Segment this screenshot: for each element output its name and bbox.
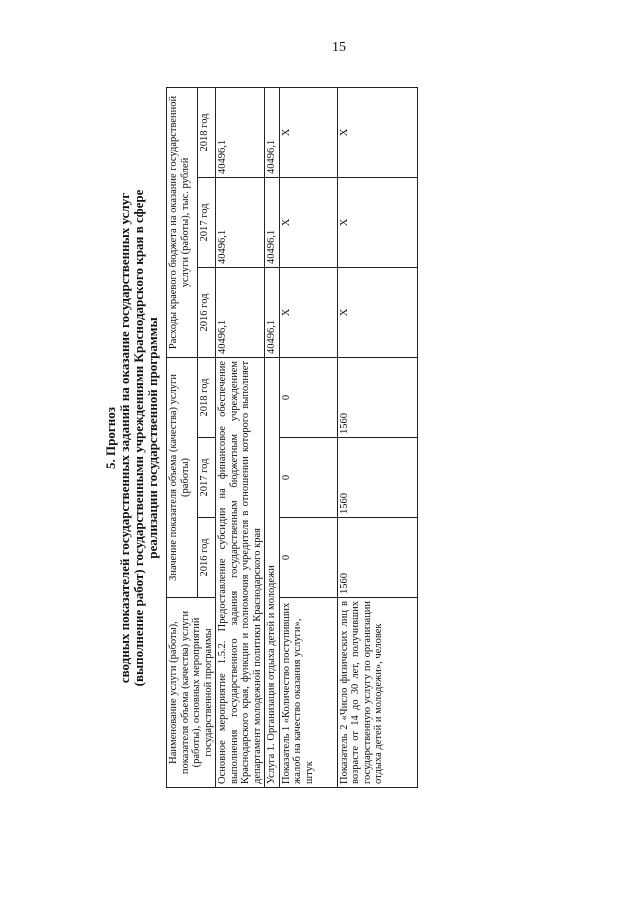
indicator-value: 1560 <box>337 438 417 518</box>
table-row <box>337 87 417 787</box>
heading-line-3: (выполнение работ) государственными учреждениями Краснодарского края в сфере <box>131 189 146 687</box>
header-year: 2016 год <box>198 267 216 357</box>
expense-cell: 40496,1 <box>265 267 280 357</box>
header-year: 2016 год <box>198 518 216 598</box>
rotated-content <box>104 88 559 788</box>
header-year: 2017 год <box>198 177 216 267</box>
indicator-value: 0 <box>279 438 337 518</box>
header-expense-group: Расходы краевого бюджета на оказание государственной услуги (работы), тыс. рублей <box>167 87 198 357</box>
expense-cell: 40496,1 <box>216 177 265 267</box>
expense-cell: X <box>279 267 337 357</box>
service-cell: Услуга 1. Организация отдыха детей и молодежи <box>265 357 280 787</box>
header-name: Наименование услуги (работы), показателя объема (качества) услуги (работы), основных мероприятий государственной программы <box>167 598 216 788</box>
expense-cell: 40496,1 <box>265 87 280 177</box>
expense-cell: 40496,1 <box>216 87 265 177</box>
expense-cell: 40496,1 <box>216 267 265 357</box>
main-event-cell: Основное мероприятие 1.5.2. Предоставление субсидии на финансовое обеспечение выполнения государственного задания государственным бюджетным учреждением Краснодарского края, функции и полномочия учредителя в отношении которого выполняет департамент молодежной политики Краснодарского края <box>216 357 265 787</box>
header-indicator-group: Значение показателя объема (качества) услуги (работы) <box>167 357 198 597</box>
forecast-table <box>166 87 418 788</box>
heading-line-1: 5. Прогноз <box>103 407 118 469</box>
table-row <box>216 87 265 787</box>
expense-cell: X <box>337 87 417 177</box>
page-number: 15 <box>332 40 346 55</box>
header-year: 2018 год <box>198 87 216 177</box>
header-year: 2018 год <box>198 357 216 437</box>
expense-cell: X <box>279 177 337 267</box>
header-row <box>167 87 198 787</box>
heading-line-2: сводных показателей государственных заданий на оказание государственных услуг <box>117 192 132 684</box>
indicator-name: Показатель 1 «Количество поступивших жалоб на качество оказания услуги», штук <box>279 598 337 788</box>
table-row <box>279 87 337 787</box>
indicator-value: 0 <box>279 518 337 598</box>
expense-cell: X <box>337 267 417 357</box>
forecast-heading <box>104 88 160 788</box>
table-row <box>265 87 280 787</box>
indicator-name: Показатель 2 «Число физических лиц в возрасте от 14 до 30 лет, получивших государственную услугу по организации отдыха детей и молодежи», человек <box>337 598 417 788</box>
expense-cell: 40496,1 <box>265 177 280 267</box>
indicator-value: 1560 <box>337 518 417 598</box>
indicator-value: 0 <box>279 357 337 437</box>
heading-line-4: реализации государственной программы <box>145 317 160 559</box>
indicator-value: 1560 <box>337 357 417 437</box>
expense-cell: X <box>337 177 417 267</box>
expense-cell: X <box>279 87 337 177</box>
header-year: 2017 год <box>198 438 216 518</box>
